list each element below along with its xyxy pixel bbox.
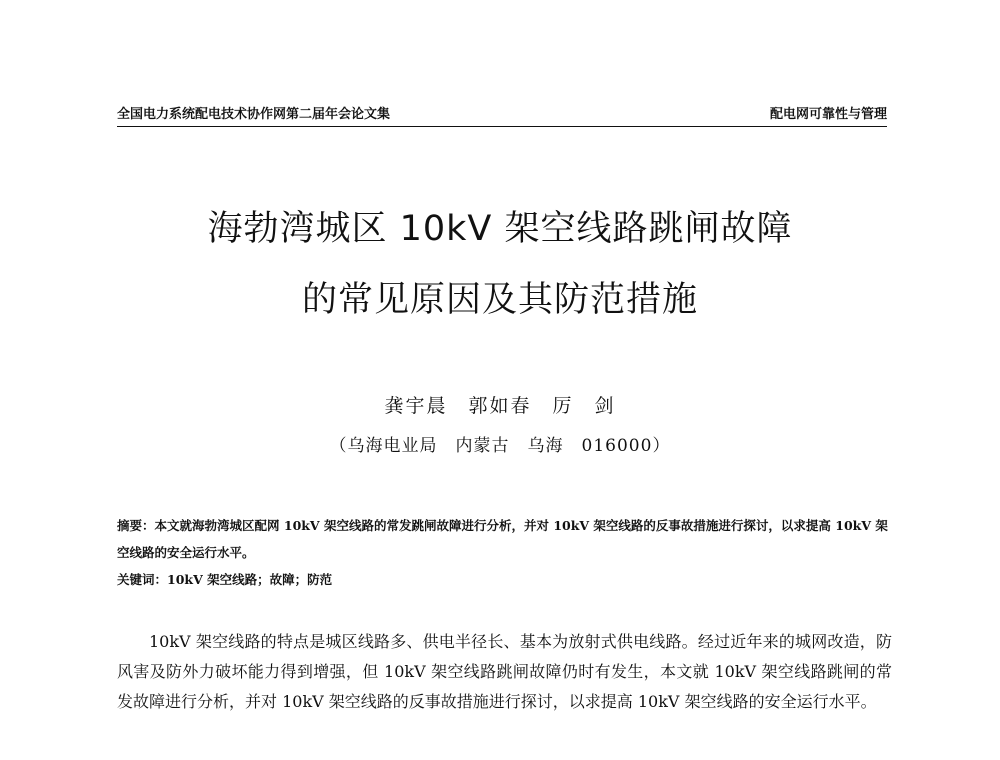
abstract <box>117 512 892 566</box>
header-proceedings-title: 全国电力系统配电技术协作网第二届年会论文集 <box>117 107 391 122</box>
keywords-text: 10kV 架空线路；故障；防范 <box>167 572 333 587</box>
paper-title-line-1: 海勃湾城区 10kV 架空线路跳闸故障 <box>207 209 793 249</box>
running-header <box>117 104 887 127</box>
abstract-text: 本文就海勃湾城区配网 10kV 架空线路的常发跳闸故障进行分析，并对 10kV 架空线路的反事故措施进行探讨，以求提高 10kV 架空线路的安全运行水平。 <box>117 518 888 560</box>
body-paragraph: 10kV 架空线路的特点是城区线路多、供电半径长、基本为放射式供电线路。经过近年来的城网改造，防风害及防外力破坏能力得到增强，但 10kV 架空线路跳闸故障仍时有发生，本文就 10kV 架空线路跳闸的常发故障进行分析，并对 10kV 架空线路的反事故措施进行探讨，以求提高 10kV 架空线路的安全运行水平。 <box>117 632 892 711</box>
header-section-title: 配电网可靠性与管理 <box>769 107 887 122</box>
author-list: 龚宇晨 郭如春 厉 剑 <box>384 395 616 417</box>
keywords-label: 关键词： <box>117 572 168 587</box>
paper-title-line-2: 的常见原因及其防范措施 <box>301 280 698 320</box>
affiliation: （乌海电业局 内蒙古 乌海 016000） <box>329 436 671 456</box>
keywords <box>117 569 892 591</box>
abstract-label: 摘要： <box>117 518 155 533</box>
